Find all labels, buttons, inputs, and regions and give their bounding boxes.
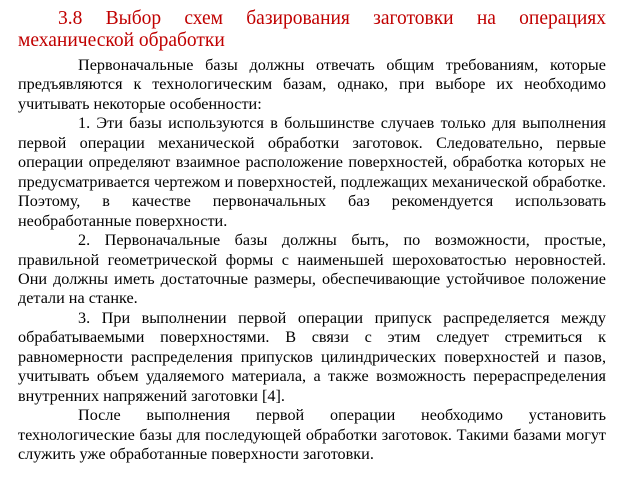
section-title-part-1: Выбор схем базирования заготовки на операциях	[105, 8, 606, 29]
paragraph-conclusion: После выполнения первой операции необходимо установить технологические базы для последующей обработки заготовок. Такими базами могут служить уже обработанные поверхности заготовки.	[18, 406, 606, 464]
paragraph-item-3: 3. При выполнении первой операции припуск распределяется между обрабатываемыми поверхностями. В связи с этим следует стремиться к равномерности распределения припусков цилиндрических поверхностей и пазов, учитывать объем удаляемого материала, а также возможность перераспределения внутренних напряжений заготовки [4].	[18, 308, 606, 405]
section-heading	[18, 8, 606, 52]
paragraph-item-2: 2. Первоначальные базы должны быть, по возможности, простые, правильной геометрической формы с наименьшей шероховатостью неровностей. Они должны иметь достаточные размеры, обеспечивающие устойчивое положение детали на станке.	[18, 231, 606, 308]
section-title-part-2: механической обработки	[18, 30, 225, 51]
section-number: 3.8	[58, 8, 83, 29]
paragraph-intro: Первоначальные базы должны отвечать общим требованиям, которые предъявляются к технологическим базам, однако, при выборе их необходимо учитывать некоторые особенности:	[18, 56, 606, 113]
document-page	[18, 8, 606, 465]
section-heading-line-1	[18, 8, 606, 30]
paragraph-item-1: 1. Эти базы используются в большинстве случаев только для выполнения первой операции механической обработки заготовок. Следовательно, первые операции определяют взаимное расположение поверхностей, обработка которых не предусматривается чертежом и поверхностей, подлежащих механической обработке. Поэтому, в качестве первоначальных баз рекомендуется использовать необработанные поверхности.	[18, 114, 606, 230]
